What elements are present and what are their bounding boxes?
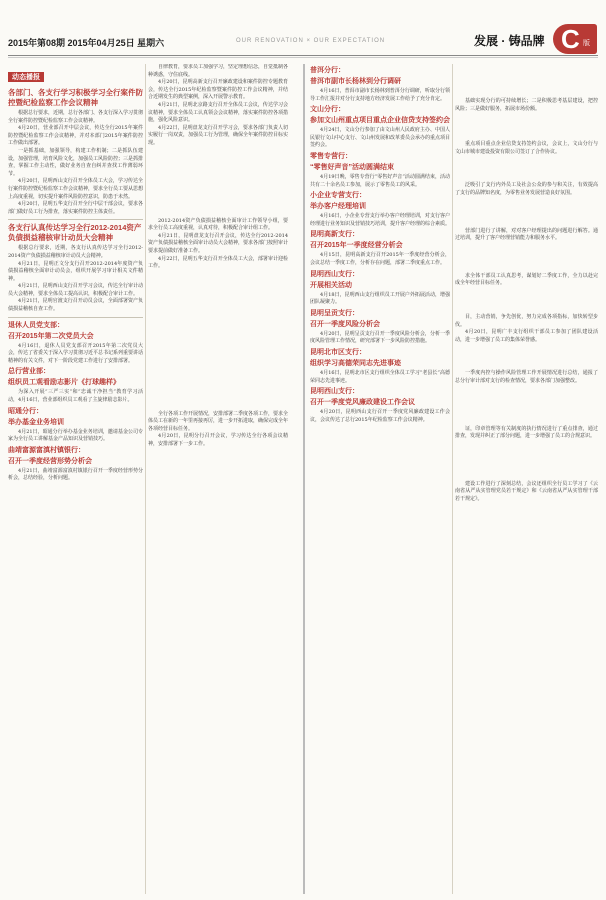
paragraph: 一是抓基础，加强领导，构建工作机制；二是抓队伍建设，加强管理，培育风险文化，加强员工风险防控；三是抓排查，掌握工作主动性，做好业务自查自纠并查找工作薄弱环节。 (8, 147, 143, 177)
article-headline: 举办基金业务培训 (8, 418, 64, 426)
paragraph: 4月21日，昆明西山支行召开学习会议，传达全行审计动员大会精神，要求全体员工提高认识，积极配合审计工作。 (8, 283, 143, 297)
logo-sub: 版 (583, 40, 590, 47)
paragraph: 重点项目重点企业信贷支持签约会议，会议上，文山分行与文山市城市建设投资有限公司签订了合作协议。 (455, 141, 598, 155)
column-3 (310, 64, 450, 896)
org-name: 昆明西山支行： (310, 270, 359, 278)
org-name: 昆明北市区支行： (310, 348, 366, 356)
banner-text: OUR RENOVATION × OUR EXPECTATION (236, 38, 386, 44)
column-rule (145, 64, 146, 894)
article-headline: 组织学习高德荣同志先进事迹 (310, 359, 401, 367)
article-headline: 各部门、各支行学习积极学习全行案件防控暨纪检监察工作会议精神 (8, 88, 143, 107)
paragraph: 一季度内控与操作风险管理工作开展情况进行总结，通报了总分行审计部对支行的检查情况，要求各部门加强整改。 (455, 370, 598, 384)
paragraph: 2012-2014资产负债损益稽核全面审计工作领导小组，要求全行员工高度重视，认真对待，积极配合审计组工作。 (148, 217, 288, 232)
paragraph: 4月24日，文山分行参加了由文山州人民政府主办、中国人民银行文山中心支行、文山州发展和改革委员会承办的重点项目签约会。 (310, 127, 450, 149)
header-rule (8, 55, 598, 56)
paragraph: 4月20日，昆明西山支行召开全体员工大会，学习传达全行案件防控暨纪检监察工作会议精神，要求全行员工要从思想上高度重视，切实提升案件风险防控意识，防患于未然。 (8, 178, 143, 200)
paragraph: 4月19日晚，零售专营行“零售好声音”活动圆满结束，活动共有二十余名员工参加，展示了零售员工的风采。 (310, 173, 450, 188)
article-headline: 召开一季度党风廉政建设工作会议 (310, 399, 415, 407)
org-name: 文山分行： (310, 106, 345, 114)
article-headline: 召开一季度经营形势分析会 (8, 457, 92, 465)
paragraph: 为深入开展“三严三实”和“忠诚干净担当”教育学习活动，4月16日，营业部组织员工观看了主旋律励志影片。 (8, 389, 143, 404)
paragraph: 4月16日，小企业专营支行举办客户经理培训，对支行客户经理进行业务知识及营销技巧培训，提升客户经理的综合素质。 (310, 213, 450, 227)
column-4 (455, 64, 598, 896)
org-name: 小企业专营支行： (310, 192, 366, 200)
column-1 (8, 64, 143, 896)
paragraph: 4月21日，昆明北京路支行召开全体员工会议，传达学习会议精神，要求全体员工认真领会会议精神，落实案件防控各项措施，强化风险意识。 (148, 101, 288, 124)
paragraph: 4月18日，昆明西山支行组织员工开展户外拓展活动，增强团队凝聚力。 (310, 291, 450, 306)
column-rule (452, 64, 453, 894)
paragraph: 4月16日，退休人员党支部召开2015年第二次党员大会，传达了省委关于深入学习贯彻习近平总书记系列重要讲话精神的有关文件，对下一阶段党建工作进行了安排部署。 (8, 342, 143, 364)
org-name: 昆明高新支行： (310, 231, 359, 239)
paragraph: 证，印章管理等有关制度的执行情况进行了重点排查，通过排查，发现并纠正了部分问题，进一步增强了员工的合规意识。 (455, 425, 598, 440)
issue-line: 2015年第08期 2015年04月25日 星期六 (8, 38, 165, 48)
paragraph: 4月21日，昆明正文分支行召开2012-2014年度资产负债损益稽核全面审计动员会，组织开展学习审计相关文件精神。 (8, 260, 143, 282)
paragraph: 根据总行要求，近期，总行各部门、各支行深入学习贯彻全行案件防控暨纪检监察工作会议精神。 (8, 110, 143, 124)
article-headline: 召开2015年一季度经营分析会 (310, 242, 403, 250)
paragraph: 营部门进行了讲解，对对客户经理提出的问题进行解答。通过培训，提升了客户经理营销能力和服务水平。 (455, 227, 598, 242)
paragraph: 4月20日，昆明呈贡支行召开一季度风险分析会，分析一季度风险管理工作情况，研究部署下一步风险防控措施。 (310, 330, 450, 345)
paragraph: 全行各项工作开展情况，安排部署二季度各项工作，要求全体员工在新的一年里再接再厉，进一步开拓进取，确保完成全年各项经营目标任务。 (148, 410, 288, 432)
paragraph: 求全体干部员工认真思考，谋划好二季度工作，全力以赴完成全年经营目标任务。 (455, 272, 598, 287)
org-name: 总行营业部： (8, 368, 50, 376)
paragraph: 4月21日，昆明官渡支行召开动员会议，全面部署资产负债损益稽核自查工作。 (8, 298, 143, 313)
article-headline: “零售好声音”活动圆满结束 (310, 163, 394, 171)
paragraph: 4月20日，昆明分行召开会议，学习传达全行各项会议精神，安排部署下一步工作。 (148, 433, 288, 448)
paragraph: 4月20日，昆明高新支行召开廉政建设和案件防控专题教育会，传达全行2015年纪检监察暨案件防控工作会议精神，并结合近期发生的典型案例，深入开展警示教育。 (148, 79, 288, 101)
article-headline: 开展相关活动 (310, 281, 352, 289)
paragraph: 建设工作进行了深刻总结，会议还组织全行员工学习了《云南省从严从实管理党员若干规定》和《云南省从严从实管理干部若干规定》。 (455, 480, 598, 502)
article-headline: 各支行认真传达学习全行2012-2014资产负债损益稽核审计动员大会精神 (8, 223, 142, 243)
article-headline: 召开2015年第二次党员大会 (8, 332, 94, 340)
paragraph: 根据总行要求，近期，各支行认真传达学习全行2012-2014资产负债损益稽核审计动员大会精神。 (8, 245, 143, 259)
paragraph: 4月20日，昆明广丰支行组织干部员工参加了团队建设活动，进一步增强了员工的集体荣誉感。 (455, 329, 598, 343)
logo-letter: C (561, 24, 580, 54)
article-headline: 召开一季度风险分析会 (310, 320, 380, 328)
paragraph: 4月20日，营业部召开中层会议，传达全行2015年案件防控暨纪检监察工作会议精神，并对本部门2015年案件防控工作做出部署。 (8, 125, 143, 147)
org-name: 零售专营行： (310, 152, 352, 160)
article-headline: 参加文山州重点项目重点企业信贷支持签约会 (310, 117, 450, 125)
divider (8, 317, 143, 318)
page-header (0, 0, 606, 62)
paragraph: 4月22日，昆明盘龙支行召开学习会，要求各部门负责人切实履行一岗双责，加强员工行为管理，确保全年案件防控目标实现。 (148, 124, 288, 146)
paragraph: 4月20日，昆明五华支行召开全行中层干部会议，要求各部门做好员工行为排查，落实案件防控主体责任。 (8, 201, 143, 215)
divider (8, 219, 143, 220)
org-name: 退休人员党支部： (8, 321, 64, 329)
paragraph: 4月20日，昆明西山支行召开一季度党风廉政建设工作会议，会议传达了总行2015年纪检监察工作会议精神。 (310, 409, 450, 423)
paragraph: 泛吸引了支行内外员工及社会公众的参与和关注，有效提高了支行的品牌知名度，为零售业务发展营造良好氛围。 (455, 182, 598, 196)
article-headline: 组织员工观看励志影片《打球趣样》 (8, 379, 120, 387)
paragraph: 目，主动营销，争先创优，努力完成各项指标，加快转型步伐。 (455, 313, 598, 328)
article-headline: 举办客户经理培训 (310, 203, 366, 211)
paragraph: 自律教育，要求员工加强学习，坚定理想信念，自觉抵制各种诱惑，守住底线。 (148, 64, 288, 78)
section-tag: 动态播报 (8, 72, 44, 82)
org-name: 昆明西山支行： (310, 388, 359, 396)
paragraph: 4月21日，昆明盘龙支行召开会议，传达全行2012-2014资产负债损益稽核全面审计动员大会精神，要求各部门按照审计要求提前做好准备工作。 (148, 232, 288, 254)
paragraph: 4月21日，昭通分行举办基金业务培训，邀请基金公司专家为全行员工讲解基金产品知识及营销技巧。 (8, 428, 143, 443)
org-name: 普洱分行： (310, 67, 345, 74)
paragraph: 4月15日，昆明高新支行召开2015年一季度经营分析会，会议总结一季度工作，分析存在问题，部署二季度重点工作。 (310, 252, 450, 266)
paragraph: 基础实现分行的可持续增长；二是积极思考基层建设，把控风险；三是做好服务，拓展市场份额。 (455, 98, 598, 112)
page-logo (553, 24, 597, 54)
paragraph: 4月16日，昆明北市区支行组织全体员工学习“老县长”高德荣同志先进事迹。 (310, 369, 450, 384)
column-2 (148, 64, 288, 896)
paragraph: 4月22日，昆明五华支行召开全体员工大会，部署审计迎检工作。 (148, 255, 288, 270)
paragraph: 4月16日，普洱市副市长杨林到普洱分行调研，听取分行领导工作汇报并对分行支持地方经济发展工作给予了充分肯定。 (310, 88, 450, 102)
header-rule-thin (8, 57, 598, 58)
org-name: 昭通分行： (8, 407, 43, 415)
paragraph: 4月21日，曲靖富源富滇村镇银行召开一季度经营形势分析会，总结经验，分析问题。 (8, 467, 143, 482)
org-name: 昆明呈贡支行： (310, 309, 359, 317)
org-name: 曲靖富源富滇村镇银行： (8, 446, 85, 454)
article-headline: 普洱市副市长杨林到分行调研 (310, 78, 401, 85)
center-rule (303, 64, 305, 894)
section-title: 发展 · 铸品牌 (474, 34, 545, 48)
